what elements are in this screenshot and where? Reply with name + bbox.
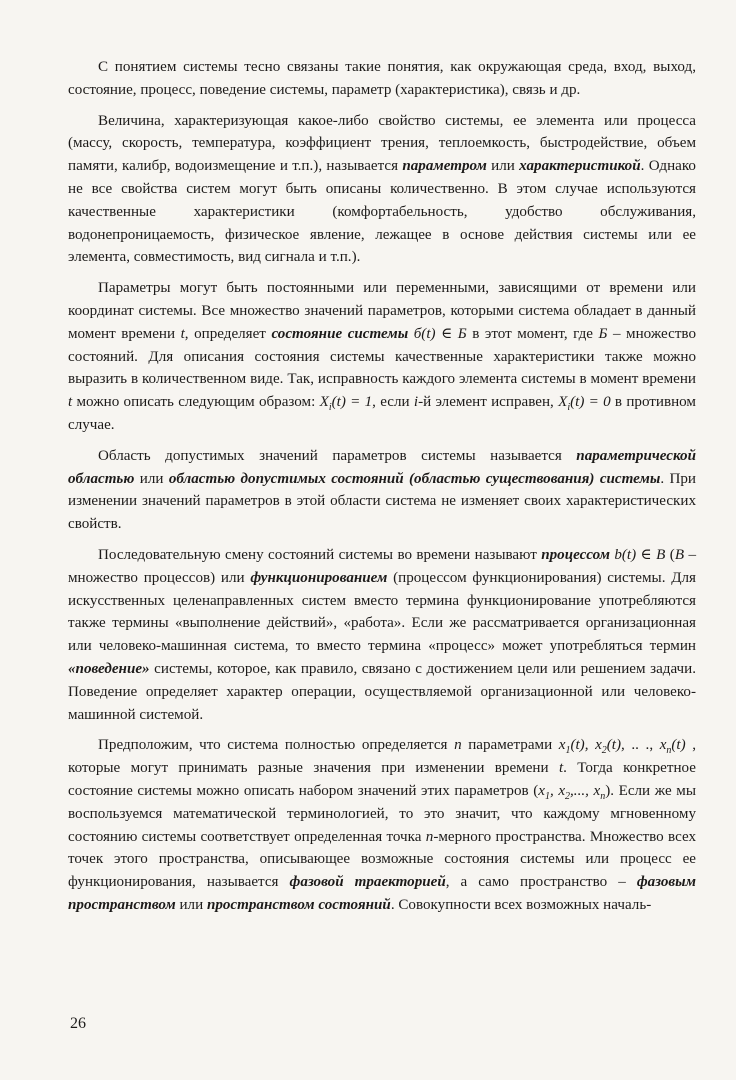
text-run: . При изменении значений параметров в этой области система не изменяет своих характеристических свойств. (68, 470, 696, 533)
text-run: . Тогда конкретное состояние системы можно описать набором значений этих параметров ( (68, 760, 696, 799)
text-run: в противном случае. (68, 394, 696, 433)
text-run: , которые могут принимать разные значения при изменении времени (68, 737, 697, 777)
math-symbol: x (538, 782, 545, 799)
text-run: Последовательную смену состояний системы во времени называют (98, 546, 542, 563)
math-symbol: x (558, 737, 566, 754)
text-run: Область допустимых значений параметров системы называется (98, 447, 577, 464)
math-symbol: n (454, 737, 462, 754)
term: параметром (402, 158, 487, 175)
math-symbol: t (558, 760, 564, 777)
math-symbol: i (413, 394, 419, 411)
term: фазовой траекторией (289, 874, 446, 891)
page-text (68, 56, 696, 917)
math-symbol: B (674, 546, 685, 563)
math-symbol: X (319, 394, 329, 411)
text-run: системы, которое, как правило, связано с достижением цели или решением задачи. Поведение определяет характер операции, осуществляемой организационной или человеко-машинной системой. (68, 660, 696, 723)
math-symbol: t (68, 394, 73, 411)
text-run: (процессом функционирования) системы. Для искусственных целенаправленных систем вместо термина функционирование употребляются также термины «выполнение действий», «работа». Если же рассматривается организационная или человеко-машинная система, то вместо термина «процесс» может употребляться термин (68, 569, 696, 655)
text-run: – множество процессов) или (68, 546, 697, 586)
paragraph (68, 734, 696, 916)
math-symbol: (t), x (570, 737, 602, 754)
text-run: ( (665, 546, 675, 563)
math-symbol: i (328, 402, 332, 414)
text-run: -й элемент исправен, (418, 394, 559, 411)
paragraph (68, 277, 696, 437)
text-run: ). Если же мы воспользуемся математической терминологией, то это значит, что каждому мгновенному состоянию системы соответствует определенная точка (68, 782, 696, 845)
paragraph (68, 445, 696, 536)
math-symbol: 1 (565, 745, 571, 757)
text-run: или (175, 896, 207, 913)
term: характеристикой (519, 158, 641, 175)
paragraph (68, 110, 696, 270)
math-symbol: X (558, 394, 568, 411)
math-symbol: Б (598, 325, 608, 342)
math-symbol: t (180, 325, 185, 342)
page-number: 26 (70, 1015, 86, 1032)
text-run: Предположим, что система полностью определяется (98, 737, 455, 754)
math-symbol: (t), (606, 737, 625, 754)
math-symbol: i (567, 402, 571, 414)
text-run: можно описать следующим образом: (72, 394, 320, 411)
text-run: , определяет (184, 325, 272, 342)
math-symbol: n (600, 790, 606, 802)
math-symbol: x (659, 737, 667, 754)
text-run: , если (372, 394, 414, 411)
text-run: . Совокупности всех возможных началь- (390, 896, 652, 913)
text-run: или (134, 470, 169, 487)
math-symbol: 2 (565, 790, 571, 802)
paragraph (68, 56, 696, 102)
math-symbol: b(t) ∈ B (614, 546, 666, 563)
text-run: параметрами (461, 737, 559, 754)
term: фазовым пространством (68, 874, 696, 913)
text-run: . Однако не все свойства систем могут быть описаны количественно. В этом случае используются качественные характеристики (комфортабельность, удобство обслуживания, водонепроницаемость, физическое явление, лежащее в основе действия системы или ее элемента, совместимость, вид сигнала и т.п.). (68, 158, 696, 266)
paragraph (68, 544, 696, 726)
term: процессом (541, 546, 610, 563)
text-run: .. ., (624, 737, 660, 754)
term: пространством состояний (206, 896, 391, 913)
math-symbol: б(t) ∈ Б (413, 325, 467, 342)
math-symbol: n (666, 745, 672, 757)
math-symbol: (t) = 1 (331, 394, 373, 411)
text-run: , а само пространство – (445, 874, 637, 891)
math-symbol: n (425, 828, 434, 845)
text-run: Параметры могут быть постоянными или переменными, зависящими от времени или координат системы. Все множество значений параметров, которыми система обладает в данный момент времени (68, 280, 696, 342)
math-symbol: ,..., x (570, 782, 601, 799)
term: состояние системы (271, 325, 409, 342)
text-run: -мерного пространства. Множество всех точек этого пространства, описывающее возможные состояния системы или процесс ее функционирования, называется (68, 828, 696, 891)
text-run: или (486, 158, 520, 175)
term: параметрической областью (68, 447, 696, 487)
math-symbol: (t) (671, 737, 686, 754)
term: областью допустимых состояний (областью существования) системы (168, 470, 661, 487)
math-symbol: , x (549, 782, 566, 799)
math-symbol: 1 (544, 790, 550, 802)
text-run: в этот момент, где (466, 325, 599, 342)
text-run: С понятием системы тесно связаны такие понятия, как окружающая среда, вход, выход, состояние, процесс, поведение системы, параметр (характеристика), связь и др. (68, 59, 696, 98)
math-symbol: 2 (601, 745, 607, 757)
text-run: – множество состояний. Для описания состояния системы качественные характеристики также можно выразить в количественном виде. Так, исправность каждого элемента системы в момент времени (68, 325, 696, 388)
term: «поведение» (68, 660, 150, 677)
text-run: Величина, характеризующая какое-либо свойство системы, ее элемента или процесса (массу, скорость, температура, коэффициент трения, теплоемкость, быстродействие, объем памяти, калибр, водоизмещение и т.п.), называется (68, 112, 696, 175)
term: функционированием (250, 569, 388, 586)
math-symbol: (t) = 0 (570, 394, 611, 411)
